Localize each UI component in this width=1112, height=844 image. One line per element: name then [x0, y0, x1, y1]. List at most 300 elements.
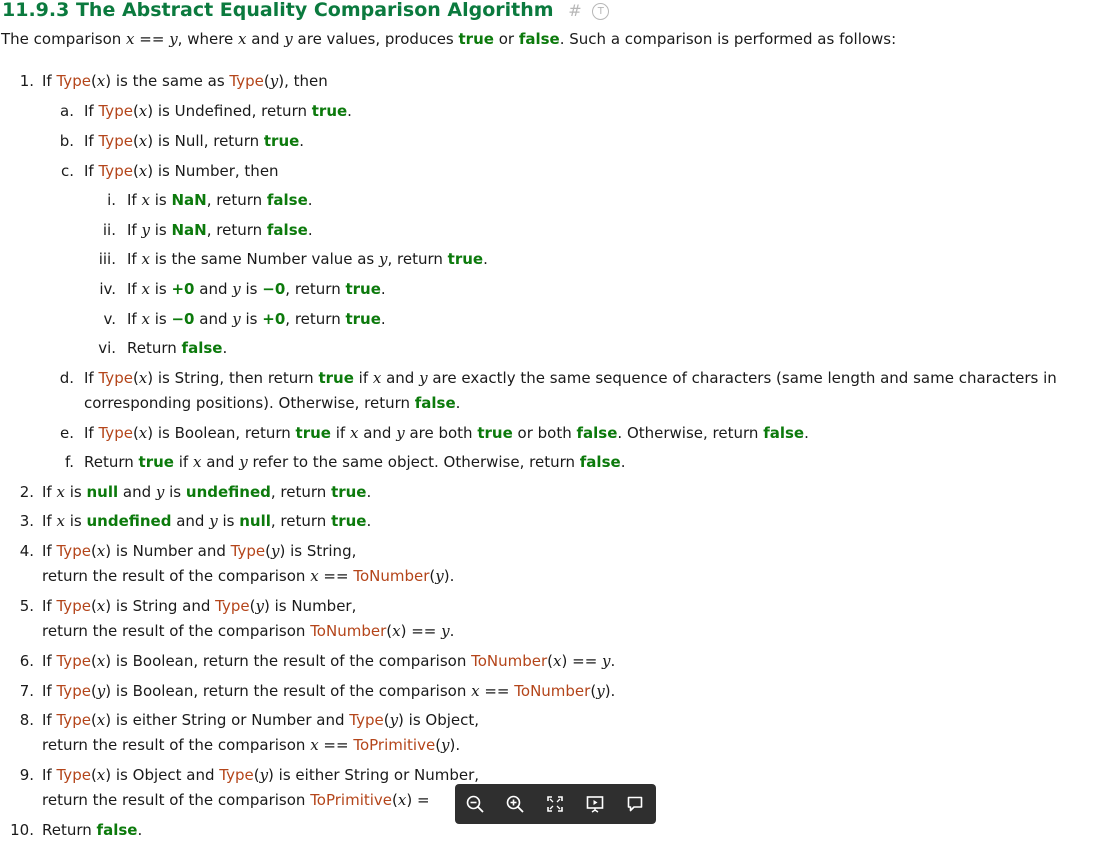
- text-run: (: [590, 682, 597, 700]
- variable: y: [232, 310, 241, 328]
- text-run: If: [84, 369, 99, 387]
- step-number: ii.: [102, 221, 116, 239]
- variable: x: [238, 30, 247, 48]
- variable: x: [349, 424, 359, 442]
- keyword: undefined: [185, 483, 271, 501]
- text-run: ), then: [278, 72, 328, 90]
- step-text: [84, 101, 352, 121]
- text-run: and: [358, 424, 397, 442]
- step-number: 9.: [19, 766, 34, 784]
- text-run: .: [307, 191, 313, 209]
- text-run: ).: [449, 736, 461, 754]
- abstract-op-link[interactable]: Type: [230, 542, 266, 560]
- text-run: If: [84, 162, 99, 180]
- text-run: (: [132, 369, 139, 387]
- text-run: . Otherwise, return: [617, 424, 764, 442]
- variable: x: [553, 652, 562, 670]
- keyword: false: [518, 30, 560, 48]
- text-run: If: [42, 766, 57, 784]
- text-run: ).: [443, 567, 455, 585]
- text-run: (: [435, 736, 442, 754]
- keyword: true: [331, 512, 367, 530]
- text-run: If: [42, 72, 57, 90]
- step-text: [84, 452, 625, 472]
- section-title: The Abstract Equality Comparison Algorithm: [75, 0, 554, 21]
- text-run: ) is String, then return: [147, 369, 319, 387]
- variable: y: [419, 369, 428, 387]
- variable: y: [602, 652, 611, 670]
- abstract-op-link[interactable]: Type: [98, 162, 133, 180]
- variable: y: [259, 766, 269, 784]
- keyword: true: [318, 369, 354, 387]
- text-run: return the result of the comparison: [42, 736, 311, 754]
- variable: y: [269, 72, 279, 90]
- text-run: .: [366, 512, 372, 530]
- variable: x: [56, 483, 65, 501]
- keyword: false: [181, 339, 223, 357]
- text-run: . Such a comparison is performed as follows:: [559, 30, 897, 48]
- text-run: return the result of the comparison: [42, 791, 311, 809]
- step-number: 8.: [19, 711, 34, 729]
- text-run: (: [429, 567, 436, 585]
- text-run: , return: [387, 250, 448, 268]
- text-run: are exactly the same sequence of characters (same length and same characters in: [427, 369, 1057, 387]
- variable: x: [138, 369, 148, 387]
- keyword: undefined: [86, 512, 172, 530]
- variable: y: [435, 567, 444, 585]
- abstract-op-link[interactable]: ToPrimitive: [353, 736, 436, 754]
- text-run: If: [42, 597, 57, 615]
- text-run: ) is either String or Number and: [105, 711, 350, 729]
- text-run: is: [64, 512, 87, 530]
- keyword: NaN: [171, 221, 207, 239]
- text-run: .: [804, 424, 809, 442]
- text-run: ) is Object and: [105, 766, 220, 784]
- abstract-op-link[interactable]: ToNumber: [514, 682, 591, 700]
- text-run: , return: [206, 191, 267, 209]
- text-run: and: [246, 30, 285, 48]
- step-text: [42, 681, 615, 701]
- fullscreen-button[interactable]: [535, 784, 575, 824]
- step-text: [127, 279, 386, 299]
- step-text: [84, 131, 304, 151]
- text-run: if: [353, 369, 373, 387]
- text-run: , return: [285, 310, 346, 328]
- text-run: ) is Null, return: [147, 132, 264, 150]
- text-run: , return: [270, 483, 332, 501]
- text-run: are both: [404, 424, 478, 442]
- text-run: ) =: [406, 791, 430, 809]
- variable: x: [397, 791, 407, 809]
- keyword: +0: [171, 280, 195, 298]
- step-text: [42, 765, 479, 785]
- step-text: [127, 249, 488, 269]
- variable: x: [126, 30, 135, 48]
- step-text-continuation: [42, 790, 430, 810]
- step-number: e.: [60, 424, 74, 442]
- keyword: true: [447, 250, 484, 268]
- text-run: If: [42, 682, 57, 700]
- keyword: false: [266, 221, 308, 239]
- step-number: a.: [60, 102, 74, 120]
- abstract-op-link[interactable]: Type: [219, 766, 254, 784]
- text-run: (: [249, 597, 256, 615]
- text-run: If: [127, 280, 142, 298]
- text-run: corresponding positions). Otherwise, return: [84, 394, 415, 412]
- keyword: false: [96, 821, 138, 839]
- abstract-op-link[interactable]: Type: [56, 72, 91, 90]
- text-run: If: [42, 512, 57, 530]
- variable: x: [138, 132, 148, 150]
- variable: y: [270, 542, 280, 560]
- text-run: ) is Boolean, return the result of the comparison: [105, 652, 472, 670]
- text-run: or both: [512, 424, 577, 442]
- keyword: false: [414, 394, 456, 412]
- text-run: , return: [206, 221, 267, 239]
- abstract-op-link[interactable]: Type: [98, 369, 133, 387]
- step-text: [42, 820, 142, 840]
- variable: x: [392, 622, 401, 640]
- keyword: NaN: [171, 191, 207, 209]
- text-run: (: [90, 682, 97, 700]
- text-run: If: [84, 424, 99, 442]
- variable: y: [441, 736, 450, 754]
- step-number: i.: [107, 191, 116, 209]
- text-run: ) is String and: [105, 597, 216, 615]
- text-run: If: [127, 310, 142, 328]
- keyword: +0: [262, 310, 286, 328]
- text-run: If: [84, 102, 99, 120]
- step-number: 6.: [19, 652, 34, 670]
- text-run: ==: [318, 567, 354, 585]
- zoom-in-icon: [505, 794, 525, 814]
- text-run: ==: [479, 682, 515, 700]
- abstract-op-link[interactable]: Type: [349, 711, 384, 729]
- text-run: ) is Object,: [398, 711, 480, 729]
- text-run: (: [386, 622, 393, 640]
- step-number: 5.: [19, 597, 34, 615]
- text-run: (: [90, 766, 97, 784]
- text-run: ) is Boolean, return: [147, 424, 296, 442]
- text-run: If: [127, 221, 142, 239]
- step-number: b.: [59, 132, 74, 150]
- step-number: d.: [59, 369, 74, 387]
- text-run: , return: [285, 280, 346, 298]
- variable: x: [310, 736, 319, 754]
- text-run: ) ==: [561, 652, 603, 670]
- abstract-op-link[interactable]: Type: [215, 597, 250, 615]
- text-run: .: [366, 483, 372, 501]
- text-run: ) is Number and: [105, 542, 231, 560]
- step-text-continuation: [42, 566, 454, 586]
- abstract-op-link[interactable]: ToNumber: [310, 622, 387, 640]
- abstract-op-link[interactable]: Type: [56, 542, 91, 560]
- comment-button[interactable]: [615, 784, 655, 824]
- keyword: true: [345, 310, 381, 328]
- text-run: ) is the same as: [105, 72, 230, 90]
- text-run: ) is either String or Number,: [268, 766, 480, 784]
- text-run: is: [149, 221, 172, 239]
- abstract-op-link[interactable]: Type: [98, 102, 133, 120]
- text-run: is: [64, 483, 87, 501]
- text-run: (: [132, 132, 139, 150]
- text-run: and: [381, 369, 420, 387]
- abstract-op-link[interactable]: Type: [56, 682, 91, 700]
- variable: x: [96, 652, 106, 670]
- text-run: If: [42, 652, 57, 670]
- text-run: if: [173, 453, 193, 471]
- abstract-op-link[interactable]: Type: [56, 652, 91, 670]
- text-run: Return: [42, 821, 97, 839]
- abstract-op-link[interactable]: Type: [229, 72, 264, 90]
- text-run: (: [263, 72, 270, 90]
- abstract-op-link[interactable]: Type: [98, 424, 133, 442]
- step-text: [127, 309, 386, 329]
- abstract-op-link[interactable]: ToNumber: [471, 652, 548, 670]
- variable: x: [141, 250, 150, 268]
- variable: x: [56, 512, 65, 530]
- text-run: .: [347, 102, 352, 120]
- keyword: −0: [262, 280, 286, 298]
- comment-icon: [625, 794, 645, 814]
- abstract-op-link[interactable]: ToPrimitive: [310, 791, 393, 809]
- variable: y: [441, 622, 450, 640]
- variable: x: [96, 711, 106, 729]
- text-run: (: [383, 711, 390, 729]
- text-run: If: [84, 132, 99, 150]
- keyword: true: [263, 132, 300, 150]
- keyword: false: [576, 424, 618, 442]
- tag-icon[interactable]: T: [592, 3, 609, 20]
- step-number: 1.: [19, 72, 34, 90]
- text-run: ) ==: [400, 622, 442, 640]
- variable: y: [284, 30, 293, 48]
- text-run: return the result of the comparison: [42, 567, 311, 585]
- text-run: if: [330, 424, 350, 442]
- variable: x: [141, 310, 150, 328]
- text-run: or: [493, 30, 519, 48]
- step-number: 3.: [19, 512, 34, 530]
- text-run: ==: [318, 736, 354, 754]
- text-run: Return: [127, 339, 182, 357]
- text-run: (: [253, 766, 260, 784]
- text-run: is: [217, 512, 240, 530]
- abstract-op-link[interactable]: ToNumber: [353, 567, 430, 585]
- keyword: null: [86, 483, 119, 501]
- step-text: [127, 220, 313, 240]
- text-run: (: [90, 542, 97, 560]
- keyword: true: [138, 453, 174, 471]
- keyword: −0: [171, 310, 195, 328]
- text-run: If: [127, 191, 142, 209]
- text-run: ) is Undefined, return: [147, 102, 312, 120]
- text-run: .: [222, 339, 228, 357]
- text-run: (: [90, 597, 97, 615]
- step-text-continuation: [42, 735, 460, 755]
- variable: x: [138, 424, 148, 442]
- text-run: and: [118, 483, 156, 501]
- text-run: .: [455, 394, 461, 412]
- step-text-continuation: [84, 393, 460, 413]
- text-run: .: [380, 280, 386, 298]
- variable: x: [310, 567, 319, 585]
- step-number: iii.: [98, 250, 116, 268]
- variable: x: [471, 682, 480, 700]
- keyword: true: [295, 424, 331, 442]
- text-run: is: [149, 191, 172, 209]
- section-heading: [2, 0, 609, 21]
- text-run: If: [42, 542, 57, 560]
- text-run: .: [449, 622, 455, 640]
- text-run: ==: [134, 30, 170, 48]
- keyword: false: [266, 191, 308, 209]
- variable: x: [138, 102, 148, 120]
- step-text-continuation: [42, 621, 454, 641]
- fullscreen-icon: [545, 794, 565, 814]
- text-run: and: [201, 453, 240, 471]
- text-run: .: [307, 221, 313, 239]
- variable: x: [141, 280, 150, 298]
- text-run: If: [42, 483, 57, 501]
- variable: x: [192, 453, 202, 471]
- step-text: [127, 190, 313, 210]
- text-run: Return: [84, 453, 139, 471]
- text-run: .: [620, 453, 626, 471]
- text-run: .: [610, 652, 616, 670]
- step-text: [42, 482, 371, 502]
- variable: y: [209, 512, 218, 530]
- step-number: v.: [103, 310, 116, 328]
- variable: y: [255, 597, 264, 615]
- text-run: return the result of the comparison: [42, 622, 311, 640]
- variable: x: [138, 162, 148, 180]
- keyword: true: [331, 483, 367, 501]
- text-run: is: [149, 280, 172, 298]
- text-run: ).: [604, 682, 616, 700]
- text-run: is: [164, 483, 186, 501]
- anchor-hash-link[interactable]: #: [568, 1, 582, 20]
- text-run: .: [380, 310, 386, 328]
- variable: y: [169, 30, 178, 48]
- text-run: The comparison: [1, 30, 127, 48]
- section-number: 11.9.3: [2, 0, 70, 21]
- step-text: [84, 368, 1057, 388]
- step-number: 7.: [19, 682, 34, 700]
- step-number: iv.: [99, 280, 116, 298]
- text-run: (: [265, 542, 271, 560]
- variable: y: [389, 711, 399, 729]
- variable: y: [96, 682, 106, 700]
- text-run: If: [127, 250, 142, 268]
- text-run: and: [194, 280, 233, 298]
- step-number: 10.: [10, 821, 34, 839]
- text-run: is the same Number value as: [149, 250, 380, 268]
- text-run: , where: [177, 30, 239, 48]
- text-run: (: [132, 102, 139, 120]
- abstract-op-link[interactable]: Type: [56, 711, 91, 729]
- text-run: ) is Number, then: [147, 162, 279, 180]
- text-run: is: [240, 280, 263, 298]
- text-run: , return: [270, 512, 332, 530]
- text-run: (: [90, 652, 97, 670]
- text-run: is: [240, 310, 263, 328]
- variable: y: [155, 483, 165, 501]
- variable: x: [96, 542, 106, 560]
- text-run: (: [90, 72, 97, 90]
- zoom-in-button[interactable]: [495, 784, 535, 824]
- text-run: .: [137, 821, 143, 839]
- keyword: true: [458, 30, 494, 48]
- text-run: ) is String,: [279, 542, 357, 560]
- variable: x: [141, 191, 150, 209]
- step-text: [42, 541, 356, 561]
- step-number: vi.: [98, 339, 116, 357]
- step-number: 4.: [19, 542, 34, 560]
- step-number: 2.: [19, 483, 34, 501]
- text-run: and: [171, 512, 210, 530]
- text-run: (: [392, 791, 398, 809]
- step-text: [42, 710, 479, 730]
- variable: x: [372, 369, 382, 387]
- variable: y: [379, 250, 388, 268]
- text-run: .: [299, 132, 305, 150]
- step-text: [42, 651, 615, 671]
- step-text: [42, 596, 356, 616]
- text-run: (: [132, 424, 139, 442]
- variable: x: [96, 766, 106, 784]
- text-run: (: [132, 162, 139, 180]
- step-text: [42, 71, 328, 91]
- text-run: If: [42, 711, 57, 729]
- keyword: false: [579, 453, 621, 471]
- abstract-op-link[interactable]: Type: [56, 766, 91, 784]
- variable: x: [96, 597, 106, 615]
- text-run: is: [149, 310, 172, 328]
- step-number: c.: [60, 162, 74, 180]
- text-run: refer to the same object. Otherwise, return: [247, 453, 580, 471]
- step-text: [84, 423, 809, 443]
- zoom-out-button[interactable]: [455, 784, 495, 824]
- present-icon: [585, 794, 605, 814]
- keyword: null: [239, 512, 271, 530]
- keyword: false: [763, 424, 805, 442]
- abstract-op-link[interactable]: Type: [56, 597, 91, 615]
- intro-paragraph: [1, 30, 896, 48]
- text-run: and: [194, 310, 233, 328]
- text-run: (: [547, 652, 554, 670]
- zoom-out-icon: [465, 794, 485, 814]
- keyword: true: [477, 424, 513, 442]
- text-run: ) is Boolean, return the result of the comparison: [105, 682, 472, 700]
- step-text: [84, 161, 279, 181]
- keyword: true: [311, 102, 348, 120]
- step-number: f.: [65, 453, 74, 471]
- present-button[interactable]: [575, 784, 615, 824]
- variable: y: [239, 453, 248, 471]
- text-run: (: [90, 711, 97, 729]
- variable: x: [96, 72, 106, 90]
- text-run: ) is Number,: [263, 597, 357, 615]
- floating-toolbar: [455, 784, 656, 824]
- abstract-op-link[interactable]: Type: [98, 132, 133, 150]
- step-text: [127, 338, 227, 358]
- variable: y: [596, 682, 605, 700]
- text-run: are values, produces: [292, 30, 459, 48]
- variable: y: [141, 221, 150, 239]
- variable: y: [232, 280, 241, 298]
- keyword: true: [345, 280, 381, 298]
- variable: y: [396, 424, 405, 442]
